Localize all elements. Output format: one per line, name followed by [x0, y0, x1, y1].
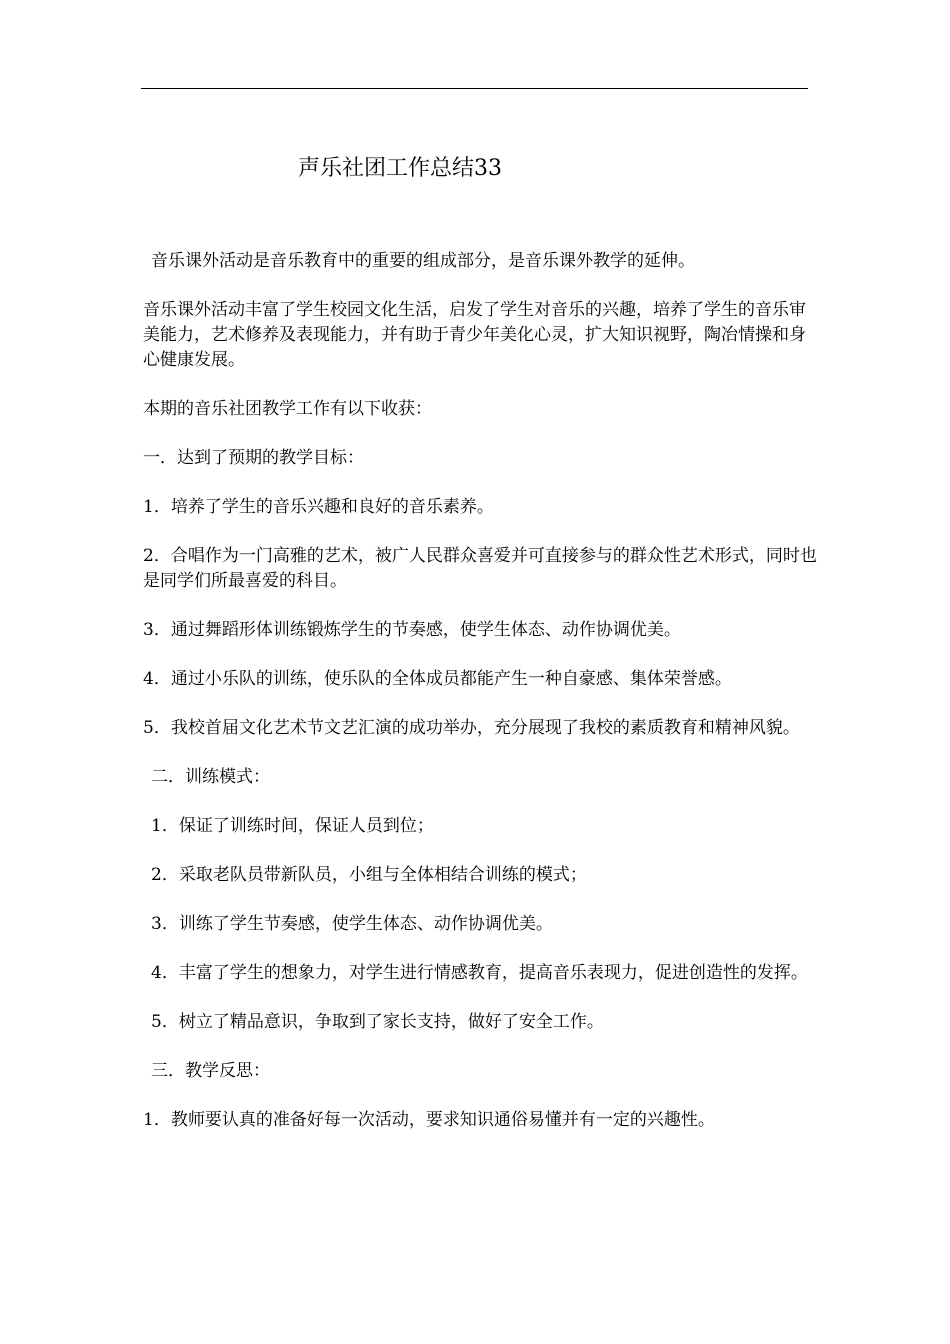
header-rule — [141, 88, 808, 89]
list-item: 2．合唱作为一门高雅的艺术，被广人民群众喜爱并可直接参与的群众性艺术形式，同时也是同学们所最喜爱的科目。 — [143, 546, 817, 591]
list-item: 3．通过舞蹈形体训练锻炼学生的节奏感，使学生体态、动作协调优美。 — [143, 620, 681, 640]
list-item: 1．教师要认真的准备好每一次活动，要求知识通俗易懂并有一定的兴趣性。 — [143, 1110, 715, 1130]
list-item: 4．通过小乐队的训练，使乐队的全体成员都能产生一种自豪感、集体荣誉感。 — [143, 669, 732, 689]
list-item: 1．保证了训练时间，保证人员到位； — [151, 816, 434, 836]
section-heading-2: 二．训练模式： — [151, 767, 270, 787]
section-heading-3: 三．教学反思： — [151, 1061, 270, 1081]
list-item: 5．我校首届文化艺术节文艺汇演的成功举办，充分展现了我校的素质教育和精神风貌。 — [143, 718, 800, 738]
list-item: 3．训练了学生节奏感，使学生体态、动作协调优美。 — [151, 914, 553, 934]
list-item: 1．培养了学生的音乐兴趣和良好的音乐素养。 — [143, 497, 494, 517]
section-heading-1: 一．达到了预期的教学目标： — [143, 448, 364, 468]
document-title: 声乐社团工作总结33 — [298, 156, 502, 181]
document-body — [143, 249, 819, 1157]
list-item: 2．采取老队员带新队员，小组与全体相结合训练的模式； — [151, 865, 587, 885]
paragraph-intro: 音乐课外活动是音乐教育中的重要的组成部分，是音乐课外教学的延伸。 — [151, 251, 695, 271]
list-item: 5．树立了精品意识，争取到了家长支持，做好了安全工作。 — [151, 1012, 604, 1032]
list-item: 4．丰富了学生的想象力，对学生进行情感教育，提高音乐表现力，促进创造性的发挥。 — [151, 963, 808, 983]
paragraph-harvest: 本期的音乐社团教学工作有以下收获： — [143, 399, 432, 419]
paragraph-benefits: 音乐课外活动丰富了学生校园文化生活，启发了学生对音乐的兴趣，培养了学生的音乐审美能力，艺术修养及表现能力，并有助于青少年美化心灵，扩大知识视野，陶冶情操和身心健康发展。 — [143, 300, 806, 370]
